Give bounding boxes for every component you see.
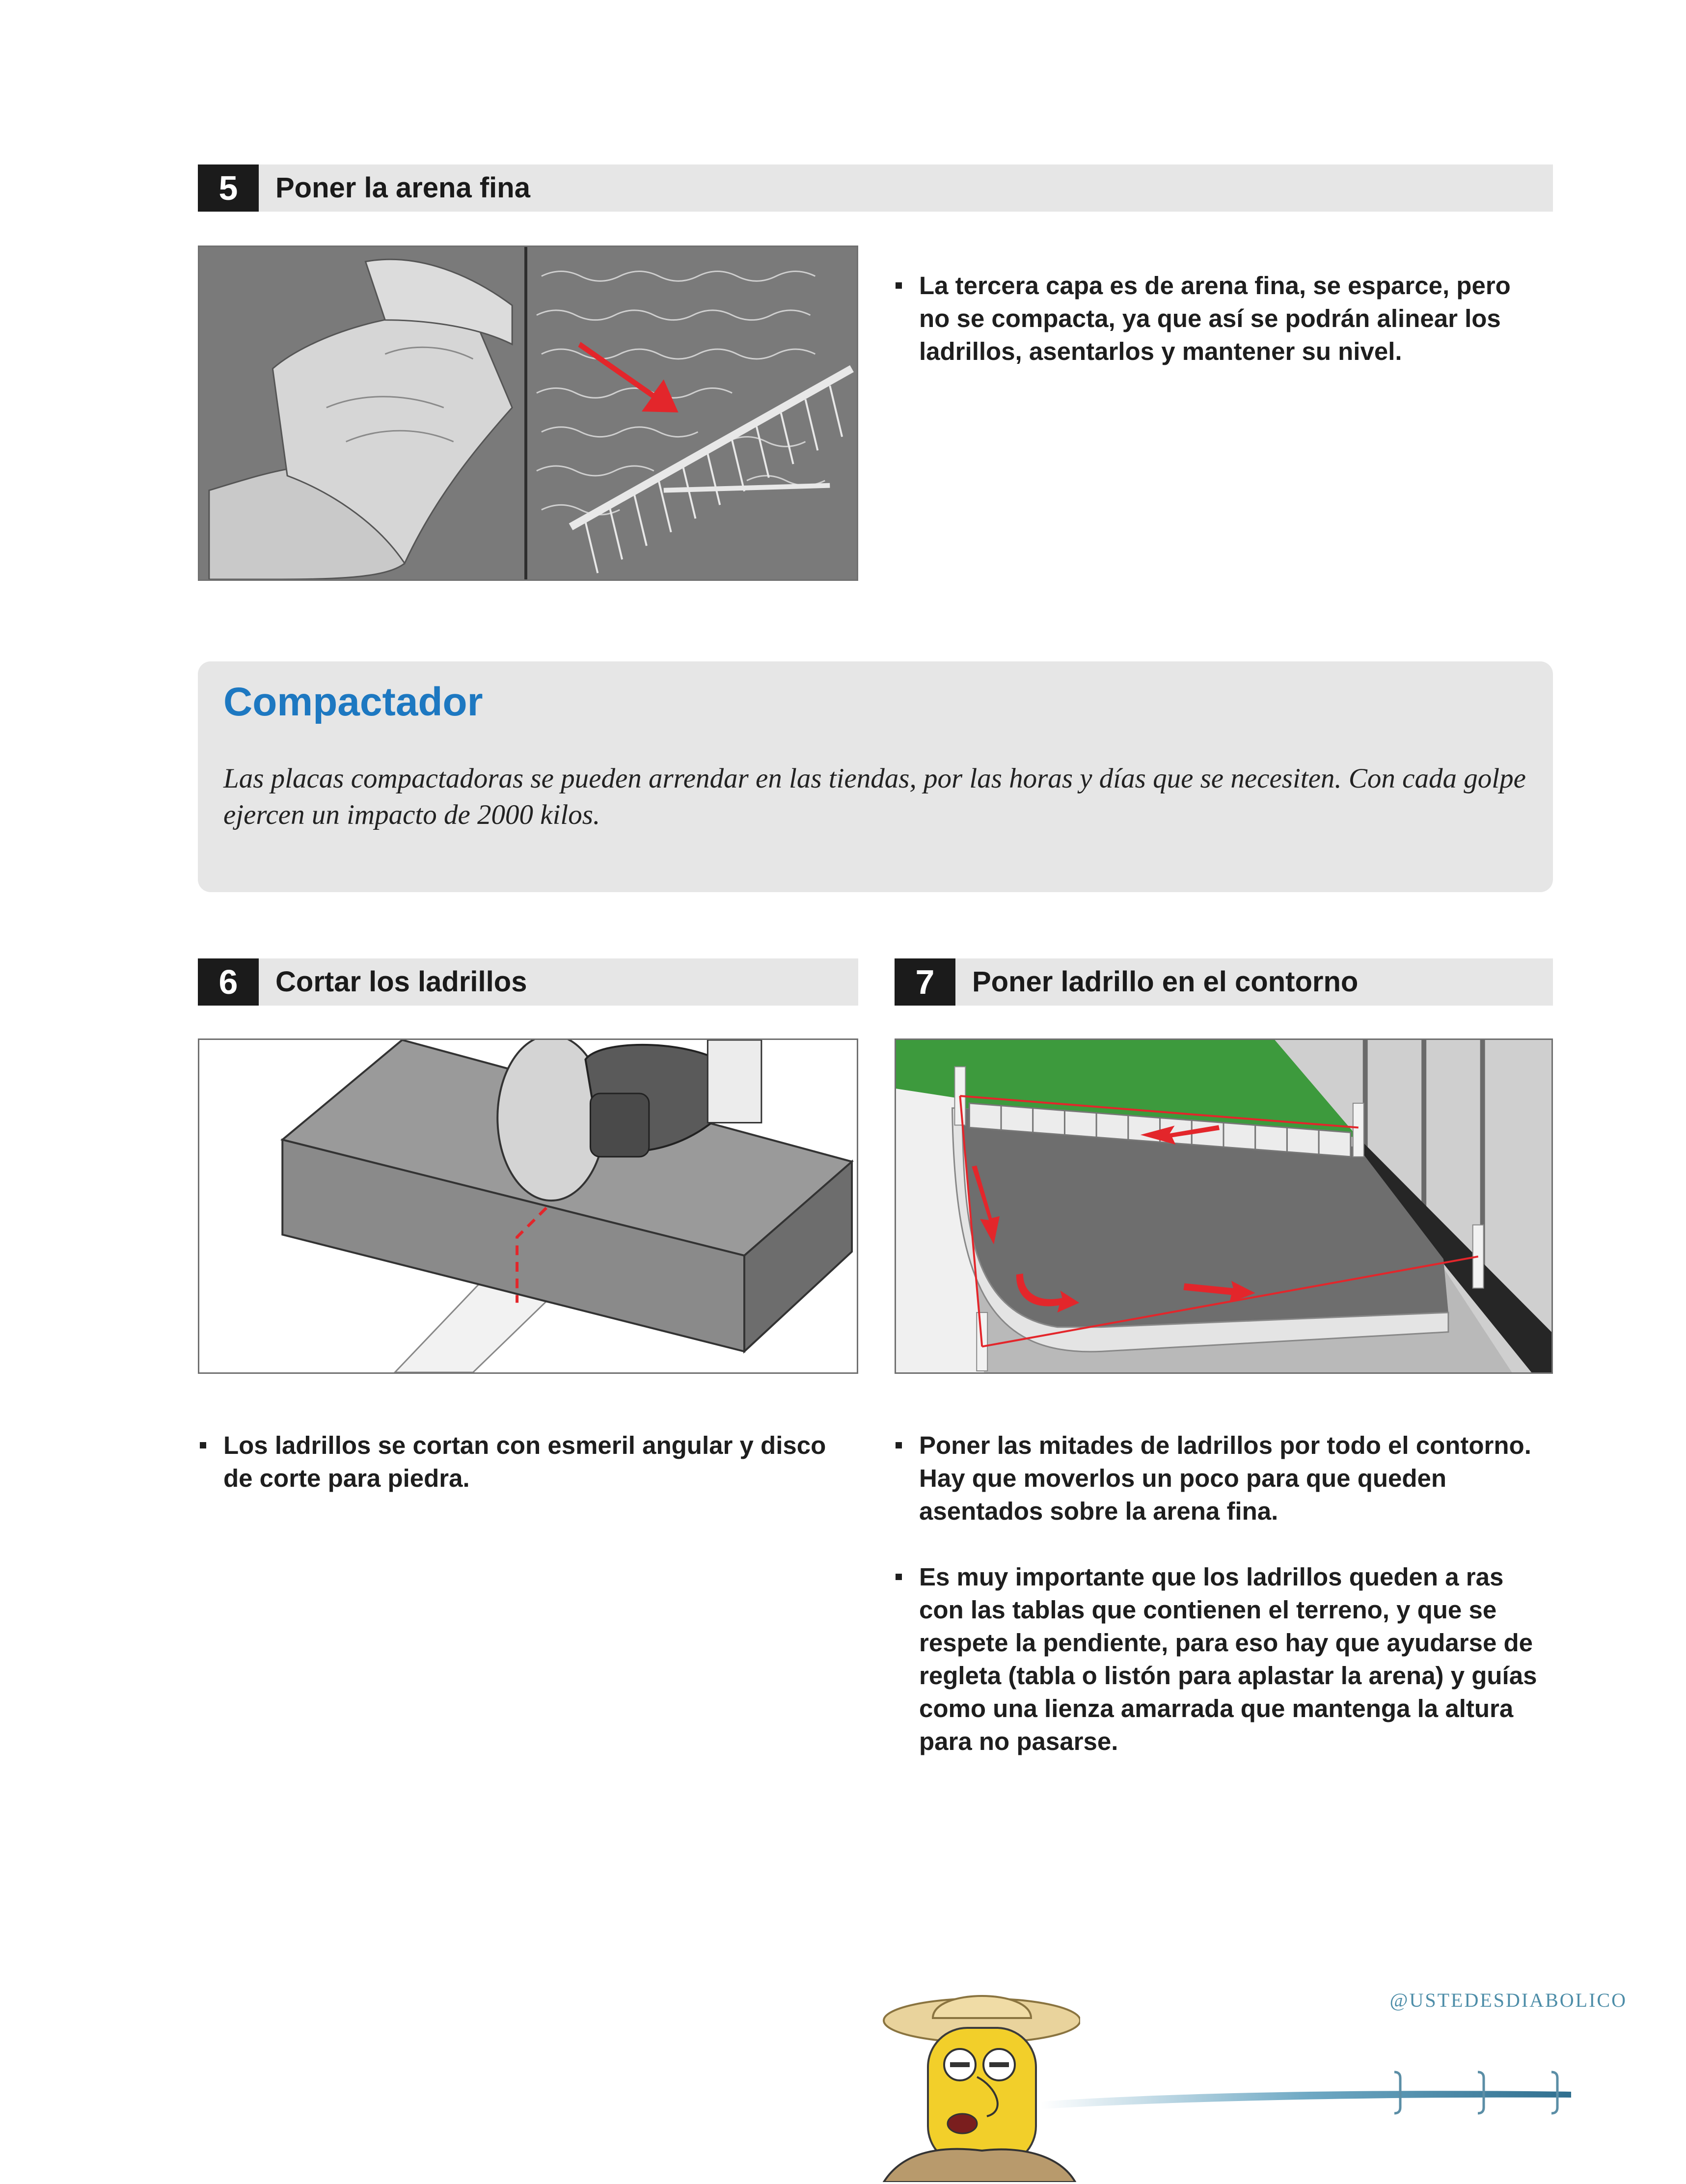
step-5-illustration — [198, 246, 858, 581]
decorative-spiral-line — [1041, 2062, 1571, 2136]
step-5-header — [198, 164, 1553, 212]
info-box — [198, 661, 1553, 892]
step-6-bullets — [198, 1429, 856, 1495]
social-handle: @USTEDESDIABOLICO — [1389, 1989, 1627, 2011]
list-item: La tercera capa es de arena fina, se esparce, pero no se compacta, ya que así se podrán alinear los ladrillos, asentarlos y mantener su nivel. — [894, 269, 1547, 368]
step-7-title: Poner ladrillo en el contorno — [972, 966, 1359, 998]
step-6-title: Cortar los ladrillos — [275, 966, 527, 998]
info-text: Las placas compactadoras se pueden arrendar en las tiendas, por las horas y días que se necesiten. Con cada golpe ejercen un impacto de 2000 kilos. — [223, 763, 1526, 830]
step-6-illustration — [198, 1038, 858, 1374]
step-6-header — [198, 958, 858, 1006]
step-6-number: 6 — [198, 958, 259, 1006]
step-7-header — [895, 958, 1553, 1006]
step-5-number: 5 — [198, 164, 259, 212]
list-item: Es muy importante que los ladrillos queden a ras con las tablas que contienen el terreno, y que se respete la pendiente, para eso hay que ayudarse de regleta (tabla o listón para aplastar la arena) y guías como una lienza amarrada que mantenga la altura para no pasarse. — [894, 1560, 1551, 1758]
step-7-number: 7 — [895, 958, 955, 1006]
step-5-title: Poner la arena fina — [275, 172, 530, 204]
list-item: Los ladrillos se cortan con esmeril angular y disco de corte para piedra. — [198, 1429, 856, 1495]
step-7-bullets — [894, 1429, 1551, 1758]
step-7-illustration — [895, 1038, 1553, 1374]
info-title: Compactador — [223, 680, 483, 724]
list-item: Poner las mitades de ladrillos por todo el contorno. Hay que moverlos un poco para que queden asentados sobre la arena fina. — [894, 1429, 1551, 1528]
step-5-bullets — [894, 269, 1547, 368]
